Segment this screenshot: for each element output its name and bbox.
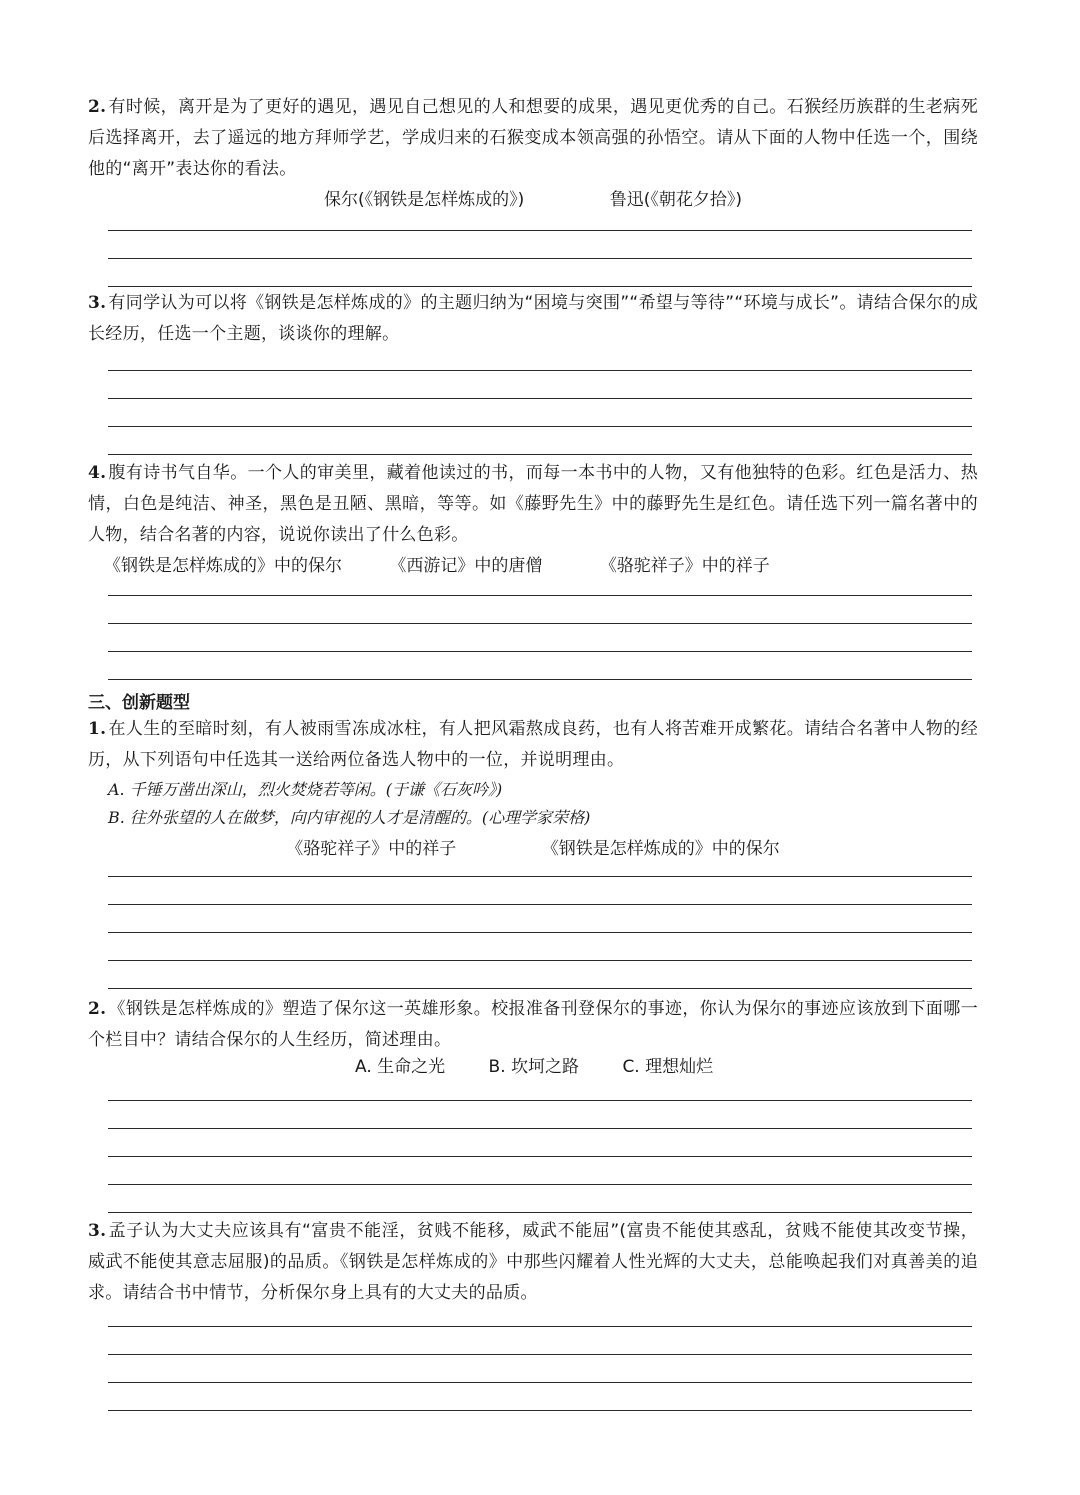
answer-line[interactable] xyxy=(108,370,972,371)
answer-line[interactable] xyxy=(108,230,972,231)
question-text xyxy=(88,1216,978,1309)
answer-line[interactable] xyxy=(108,595,972,596)
question-2-options xyxy=(88,185,978,216)
option-tangseng: 《西游记》中的唐僧 xyxy=(389,556,543,576)
answer-line[interactable] xyxy=(108,286,972,287)
answer-line[interactable] xyxy=(108,258,972,259)
question-options xyxy=(88,832,978,865)
question-number: 3. xyxy=(88,1221,107,1241)
question-3-text xyxy=(88,288,978,350)
answer-line[interactable] xyxy=(108,426,972,427)
section-title: 三、创新题型 xyxy=(88,693,190,713)
answer-line[interactable] xyxy=(108,1100,972,1101)
innovation-question-1 xyxy=(88,714,978,865)
answer-line[interactable] xyxy=(108,1410,972,1411)
question-body: 有时候，离开是为了更好的遇见，遇见自己想见的人和想要的成果，遇见更优秀的自己。石猴经历族群的生老病死后选择离开，去了遥远的地方拜师学艺，学成归来的石猴变成本领高强的孙悟空。请从下面的人物中任选一个，围绕他的“离开”表达你的看法。 xyxy=(88,97,978,179)
quote-b: B. 往外张望的人在做梦，向内审视的人才是清醒的。(心理学家荣格) xyxy=(108,808,591,827)
innovation-question-2 xyxy=(88,994,978,1056)
answer-line[interactable] xyxy=(108,679,972,680)
answer-line[interactable] xyxy=(108,904,972,905)
answer-line[interactable] xyxy=(108,876,972,877)
answer-line[interactable] xyxy=(108,1212,972,1213)
question-4-text xyxy=(88,458,978,551)
option-paul: 《钢铁是怎样炼成的》中的保尔 xyxy=(104,556,342,576)
answer-line[interactable] xyxy=(108,1326,972,1327)
answer-line[interactable] xyxy=(108,454,972,455)
choice-c[interactable]: C. 理想灿烂 xyxy=(622,1057,714,1077)
answer-line[interactable] xyxy=(108,623,972,624)
question-2 xyxy=(88,92,978,216)
question-3 xyxy=(88,288,978,350)
option-luxun: 鲁迅(《朝花夕拾》) xyxy=(609,190,742,210)
answer-line[interactable] xyxy=(108,1382,972,1383)
question-body: 《钢铁是怎样炼成的》塑造了保尔这一英雄形象。校报准备刊登保尔的事迹，你认为保尔的事迹应该放到下面哪一个栏目中？请结合保尔的人生经历，简述理由。 xyxy=(88,999,978,1050)
question-2-text xyxy=(88,92,978,185)
question-number: 2. xyxy=(88,999,107,1019)
option-xiangzi: 《骆驼祥子》中的祥子 xyxy=(286,839,457,859)
innovation-question-3 xyxy=(88,1216,978,1309)
answer-line[interactable] xyxy=(108,1184,972,1185)
question-text xyxy=(88,994,978,1056)
question-body: 有同学认为可以将《钢铁是怎样炼成的》的主题归纳为“困境与突围”“希望与等待”“环境与成长”。请结合保尔的成长经历，任选一个主题，谈谈你的理解。 xyxy=(88,293,978,344)
quote-a: A. 千锤万凿出深山，烈火焚烧若等闲。(于谦《石灰吟》) xyxy=(108,780,503,799)
choice-row xyxy=(355,1052,751,1077)
answer-line[interactable] xyxy=(108,960,972,961)
question-number: 4. xyxy=(88,463,107,483)
question-body: 腹有诗书气自华。一个人的审美里，藏着他读过的书，而每一本书中的人物，又有他独特的色彩。红色是活力、热情，白色是纯洁、神圣，黑色是丑陋、黑暗，等等。如《藤野先生》中的藤野先生是红色。请任选下列一篇名著中的人物，结合名著的内容，说说你读出了什么色彩。 xyxy=(88,463,978,545)
question-number: 3. xyxy=(88,293,107,313)
question-number: 1. xyxy=(88,719,107,739)
answer-line[interactable] xyxy=(108,1354,972,1355)
option-xiangzi: 《骆驼祥子》中的祥子 xyxy=(599,556,770,576)
question-body: 在人生的至暗时刻，有人被雨雪冻成冰柱，有人把风霜熬成良药，也有人将苦难开成繁花。请结合名著中人物的经历，从下列语句中任选其一送给两位备选人物中的一位，并说明理由。 xyxy=(88,719,978,770)
option-paul: 保尔(《钢铁是怎样炼成的》) xyxy=(324,190,525,210)
answer-line[interactable] xyxy=(108,1128,972,1129)
question-4-options xyxy=(88,551,978,582)
answer-line[interactable] xyxy=(108,398,972,399)
answer-line[interactable] xyxy=(108,932,972,933)
question-body: 孟子认为大丈夫应该具有“富贵不能淫，贫贱不能移，威武不能屈”(富贵不能使其惑乱，贫贱不能使其改变节操，威武不能使其意志屈服)的品质。《钢铁是怎样炼成的》中那些闪耀着人性光辉的大丈夫，总能唤起我们对真善美的追求。请结合书中情节，分析保尔身上具有的大丈夫的品质。 xyxy=(88,1221,978,1303)
question-number: 2. xyxy=(88,97,107,117)
choice-a[interactable]: A. 生命之光 xyxy=(355,1057,446,1077)
answer-line[interactable] xyxy=(108,1156,972,1157)
choice-b[interactable]: B. 坎坷之路 xyxy=(488,1057,580,1077)
question-4 xyxy=(88,458,978,582)
answer-line[interactable] xyxy=(108,651,972,652)
answer-line[interactable] xyxy=(108,988,972,989)
question-text xyxy=(88,714,978,776)
option-paul: 《钢铁是怎样炼成的》中的保尔 xyxy=(541,839,780,859)
